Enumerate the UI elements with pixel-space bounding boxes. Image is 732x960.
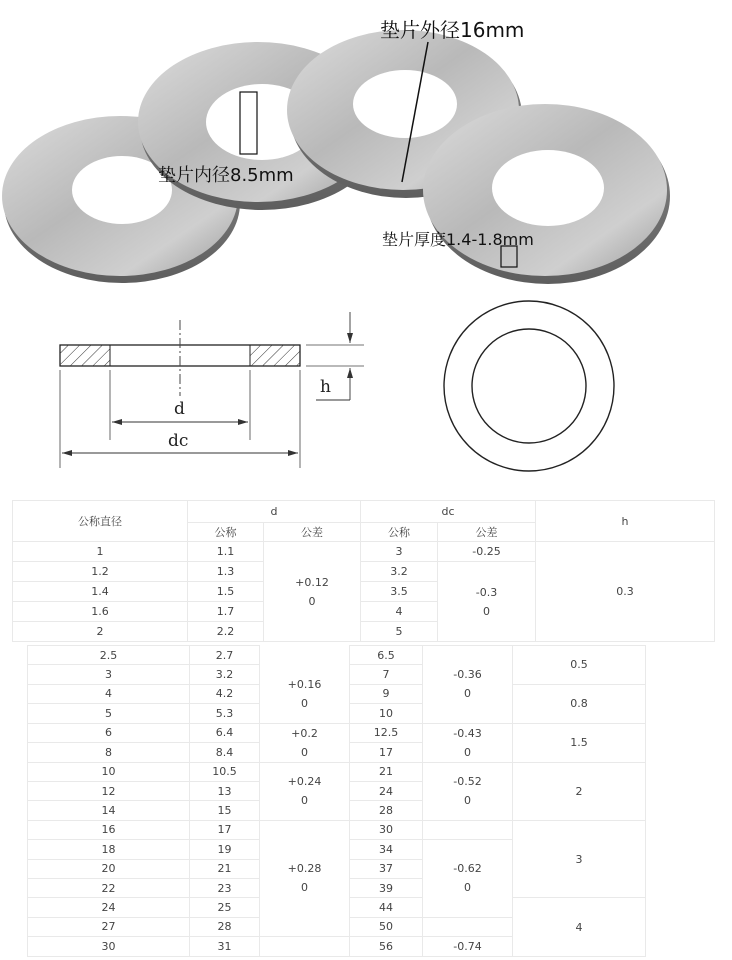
- tolerance-upper: -0.43: [453, 726, 482, 740]
- cell-dc-tolerance: [423, 820, 513, 839]
- cell-dc: 28: [350, 801, 423, 820]
- cell-dc-tolerance: [423, 723, 513, 762]
- cell-d: 1.7: [188, 602, 264, 622]
- cell-d: 1.1: [188, 542, 264, 562]
- cell-dc: 34: [350, 840, 423, 859]
- cell-nominal: 2.5: [28, 646, 190, 665]
- cell-dc: 37: [350, 859, 423, 878]
- cell-dc-tolerance: -0.25: [438, 542, 536, 562]
- cell-dc-tolerance: [423, 840, 513, 918]
- cell-dc: 6.5: [350, 646, 423, 665]
- cell-nominal: 12: [28, 781, 190, 800]
- cell-d: 1.3: [188, 562, 264, 582]
- cell-dc-tolerance: [438, 562, 536, 642]
- cell-d: 13: [190, 781, 260, 800]
- table-row: [28, 646, 646, 665]
- cell-d: 28: [190, 917, 260, 936]
- washer-cross-section: [60, 312, 364, 468]
- cell-nominal: 1.4: [13, 582, 188, 602]
- cell-nominal: 6: [28, 723, 190, 743]
- header-dc-nominal: 公称: [361, 523, 438, 542]
- cell-dc: 56: [350, 937, 423, 957]
- cell-nominal: 2: [13, 622, 188, 642]
- cell-d: 5.3: [190, 704, 260, 723]
- cell-dc: 24: [350, 781, 423, 800]
- cell-nominal: 5: [28, 704, 190, 723]
- table-row: [13, 542, 715, 562]
- cell-h: 1.5: [513, 723, 646, 762]
- header-d-nominal: 公称: [188, 523, 264, 542]
- cell-nominal: 22: [28, 878, 190, 897]
- cell-dc: 30: [350, 820, 423, 839]
- tolerance-upper: +0.28: [287, 862, 322, 876]
- tolerance-lower: 0: [464, 687, 471, 701]
- cell-d-tolerance: [260, 937, 350, 957]
- technical-drawing: [0, 300, 732, 490]
- washer-top-view: [444, 301, 614, 471]
- cell-h: 4: [513, 898, 646, 957]
- cell-d: 1.5: [188, 582, 264, 602]
- cell-nominal: 4: [28, 684, 190, 703]
- cell-dc-tolerance: [423, 937, 513, 957]
- header-d-tolerance: 公差: [264, 523, 361, 542]
- washers-photo: [0, 0, 732, 300]
- tolerance-upper: +0.12: [295, 575, 329, 589]
- cell-dc: 44: [350, 898, 423, 917]
- outer-diameter-label: 垫片外径16mm: [380, 18, 525, 42]
- cell-dc: 50: [350, 917, 423, 936]
- tolerance-upper: +0.2: [291, 726, 318, 740]
- cell-h: 2: [513, 762, 646, 820]
- cell-nominal: 18: [28, 840, 190, 859]
- washer-drawing: [0, 300, 732, 490]
- cell-dc: 3: [361, 542, 438, 562]
- cell-d-tolerance: [260, 723, 350, 762]
- cell-d-tolerance: [260, 646, 350, 724]
- cell-d: 15: [190, 801, 260, 820]
- tolerance-upper: -0.74: [453, 940, 482, 954]
- header-dc-tolerance: 公差: [438, 523, 536, 542]
- cell-d: 3.2: [190, 665, 260, 684]
- tolerance-lower: 0: [301, 881, 308, 895]
- cell-d: 17: [190, 820, 260, 839]
- cell-h: 0.5: [513, 646, 646, 685]
- tolerance-lower: 0: [301, 745, 308, 759]
- header-dc: dc: [361, 501, 536, 523]
- cell-nominal: 1: [13, 542, 188, 562]
- cell-h: 3: [513, 820, 646, 898]
- tolerance-lower: 0: [301, 696, 308, 710]
- tolerance-lower: 0: [483, 604, 491, 618]
- cell-dc: 3.5: [361, 582, 438, 602]
- washer-right: [423, 104, 670, 284]
- dimension-d-label: d: [174, 399, 185, 419]
- cell-dc: 21: [350, 762, 423, 781]
- cell-d: 2.2: [188, 622, 264, 642]
- tolerance-lower: 0: [464, 881, 471, 895]
- cell-dc: 4: [361, 602, 438, 622]
- cell-nominal: 27: [28, 917, 190, 936]
- cell-d: 19: [190, 840, 260, 859]
- header-nominal-diameter: 公称直径: [13, 501, 188, 542]
- cell-dc: 17: [350, 743, 423, 763]
- cell-dc: 5: [361, 622, 438, 642]
- tolerance-upper: -0.3: [475, 585, 498, 599]
- cell-dc: 7: [350, 665, 423, 684]
- cell-nominal: 16: [28, 820, 190, 839]
- cell-nominal: 20: [28, 859, 190, 878]
- spec-table-large: [27, 645, 646, 957]
- header-d: d: [188, 501, 361, 523]
- cell-nominal: 14: [28, 801, 190, 820]
- cell-dc-tolerance: [423, 646, 513, 724]
- cell-nominal: 30: [28, 937, 190, 957]
- cell-d: 10.5: [190, 762, 260, 781]
- tolerance-upper: +0.16: [287, 677, 322, 691]
- tolerance-lower: 0: [464, 794, 471, 808]
- cell-dc-tolerance: [423, 762, 513, 820]
- tolerance-lower: 0: [464, 745, 471, 759]
- cell-dc: 9: [350, 684, 423, 703]
- cell-h: 0.8: [513, 684, 646, 723]
- cell-d: 23: [190, 878, 260, 897]
- tolerance-upper: -0.36: [453, 668, 482, 682]
- cell-dc: 12.5: [350, 723, 423, 743]
- cell-d: 21: [190, 859, 260, 878]
- tolerance-lower: 0: [308, 594, 316, 608]
- spec-table-small: [12, 500, 715, 642]
- cell-h: 0.3: [536, 542, 715, 642]
- cell-nominal: 3: [28, 665, 190, 684]
- cell-d: 31: [190, 937, 260, 957]
- cell-d-tolerance: [264, 542, 361, 642]
- table-row: [28, 762, 646, 781]
- cell-d: 4.2: [190, 684, 260, 703]
- thickness-label: 垫片厚度1.4-1.8mm: [382, 230, 534, 249]
- cell-d: 2.7: [190, 646, 260, 665]
- cell-nominal: 10: [28, 762, 190, 781]
- header-h: h: [536, 501, 715, 542]
- cell-dc-tolerance: [423, 917, 513, 936]
- cell-d-tolerance: [260, 762, 350, 820]
- cell-nominal: 1.2: [13, 562, 188, 582]
- cell-d: 6.4: [190, 723, 260, 743]
- cell-d: 8.4: [190, 743, 260, 763]
- cell-dc: 39: [350, 878, 423, 897]
- dimension-dc-label: dc: [168, 431, 189, 451]
- inner-diameter-label: 垫片内径8.5mm: [158, 165, 294, 186]
- cell-dc: 10: [350, 704, 423, 723]
- dimension-h-label: h: [320, 377, 331, 397]
- cell-d-tolerance: [260, 820, 350, 936]
- table-row: [28, 723, 646, 743]
- product-photo: [0, 0, 732, 300]
- cell-nominal: 1.6: [13, 602, 188, 622]
- cell-dc: 3.2: [361, 562, 438, 582]
- tolerance-lower: 0: [301, 794, 308, 808]
- tolerance-upper: -0.62: [453, 862, 482, 876]
- table-row: [28, 820, 646, 839]
- tolerance-upper: -0.52: [453, 775, 482, 789]
- tolerance-upper: +0.24: [287, 775, 322, 789]
- cell-d: 25: [190, 898, 260, 917]
- cell-nominal: 24: [28, 898, 190, 917]
- cell-nominal: 8: [28, 743, 190, 763]
